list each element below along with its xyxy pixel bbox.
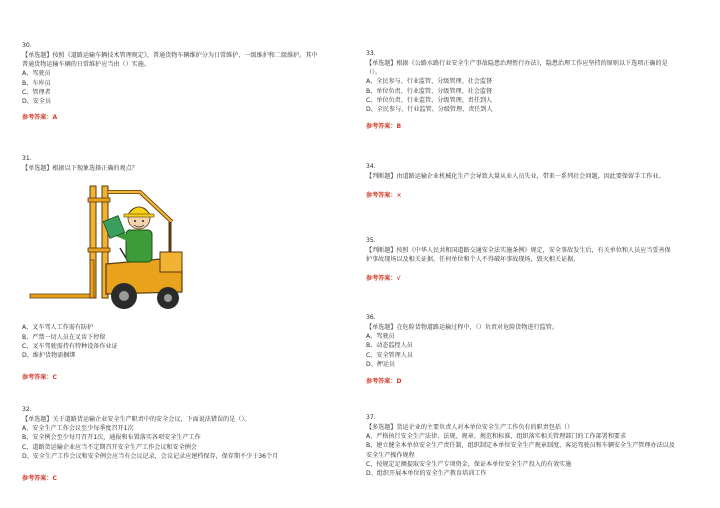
answer-value: × bbox=[396, 192, 402, 200]
question-number: 36. bbox=[366, 314, 376, 321]
answer-line bbox=[366, 377, 676, 386]
question-number: 34. bbox=[366, 163, 376, 170]
option-b: B、单位负责、行业监管、分级管理、社会监督 bbox=[366, 87, 493, 95]
option-b: B、严禁一切人员在叉齿下停留 bbox=[22, 333, 106, 341]
option-b: B、建立健全本单位安全生产责任制，组织制定本单位安全生产规章制度、客运驾驶员和车辆安全生产管理办法以及安全生产操作规程 bbox=[366, 442, 675, 459]
question-stem: 【单选题】关于道路货运输企业安全生产职责中的安全会议，下面说法错误的是（）。 bbox=[22, 416, 251, 423]
question-stem: 【单选题】按照《道路运输车辆技术管理规定》，普通货物车辆维护分为日常维护、一级维护和二级维护。其中普通货物运输车辆的日常维护应当由（）实施。 bbox=[22, 52, 318, 69]
question-stem: 【判断题】由道路运输企业机械化生产会导致大量从业人员失业，带来一系列社会问题，因此要保留手工作业。 bbox=[366, 173, 665, 180]
question-stem: 【单选题】在危险货物道路运输过程中，（）负责对危险货物进行监管。 bbox=[366, 324, 558, 331]
question-31 bbox=[22, 155, 322, 382]
question-35 bbox=[366, 237, 676, 284]
forklift-illustration bbox=[22, 178, 190, 316]
option-a: A、驾驶员 bbox=[22, 70, 51, 78]
question-stem: 【单选题】根据《公路水路行业安全生产事故隐患治理暂行办法》，隐患治理工作应坚持的原则以下选项正确的是（）。 bbox=[366, 60, 668, 77]
option-b: B、动态监控人员 bbox=[366, 342, 413, 350]
option-d: D、安全员 bbox=[22, 98, 52, 106]
answer-line bbox=[22, 373, 322, 382]
option-d: D、押运员 bbox=[366, 360, 396, 368]
question-32 bbox=[22, 406, 322, 483]
answer-line bbox=[22, 113, 322, 122]
question-stem: 【单选题】根据以下现象选择正确的观点？ bbox=[22, 165, 138, 172]
question-stem: 【判断题】按照《中华人民共和国道路交通安全法实施条例》规定，安全事故发生后，有关单位和人员应当妥善保护事故现场以及相关证据，任何单位和个人不得破坏事故现场、毁灭相关证据。 bbox=[366, 247, 671, 264]
question-30 bbox=[22, 42, 322, 122]
question-number: 31. bbox=[22, 155, 32, 162]
question-stem: 【多选题】货运企业的主要负责人对本单位安全生产工作负有的职责包括（） bbox=[366, 424, 574, 431]
option-c: C、叉车驾驶需持有特种设备作业证 bbox=[22, 342, 118, 350]
option-b: B、车库员 bbox=[22, 79, 51, 87]
answer-line bbox=[366, 274, 676, 283]
question-number: 37. bbox=[366, 414, 376, 421]
option-a: A、全民参与、行业监管、分级管理、社会监督 bbox=[366, 78, 493, 86]
answer-label: 参考答案： bbox=[366, 123, 397, 131]
answer-value: √ bbox=[396, 275, 401, 283]
option-a: A、安全生产工作会议至少每季度召开1次 bbox=[22, 425, 134, 433]
answer-line bbox=[366, 191, 676, 200]
question-number: 33. bbox=[366, 50, 376, 57]
answer-label: 参考答案： bbox=[366, 192, 397, 200]
question-number: 30. bbox=[22, 42, 32, 49]
answer-value: C bbox=[52, 374, 57, 382]
question-33 bbox=[366, 50, 676, 131]
option-b: B、安全例会至少每月召开1次，通报和布置落实各项安全生产工作 bbox=[22, 434, 201, 442]
answer-label: 参考答案： bbox=[22, 114, 53, 122]
option-c: C、管理者 bbox=[22, 88, 51, 96]
question-37 bbox=[366, 414, 676, 478]
answer-value: B bbox=[396, 123, 402, 131]
question-number: 32. bbox=[22, 406, 32, 413]
option-c: C、按规定足额提取安全生产专项资金，保证本单位安全生产投入的有效实施 bbox=[366, 460, 572, 468]
option-d: D、组织开展本单位的安全生产教育培训工作 bbox=[366, 470, 487, 478]
answer-line bbox=[366, 122, 676, 131]
option-a: A、叉车驾人工作需有防护 bbox=[22, 324, 94, 332]
answer-value: D bbox=[396, 378, 402, 386]
answer-label: 参考答案： bbox=[22, 374, 53, 382]
question-36 bbox=[366, 314, 676, 386]
answer-line bbox=[22, 474, 322, 483]
question-34 bbox=[366, 163, 676, 200]
option-d: D、全民参与、行业监管、分级管理、责任到人 bbox=[366, 106, 493, 114]
answer-value: C bbox=[52, 475, 57, 483]
option-a: A、严格执行安全生产法律、法规、规章、规范和标准，组织落实相关管理部门的工作部署和要求 bbox=[366, 433, 627, 441]
option-d: D、维护货物需捆绑 bbox=[22, 352, 76, 360]
option-c: C、安全管理人员 bbox=[366, 351, 413, 359]
option-d: D、安全生产工作会议和安全例会应当有会议记录，会议记录应建档保存，保存期不少于36个月 bbox=[22, 452, 279, 460]
answer-value: A bbox=[52, 114, 58, 122]
option-c: C、道路货运输企业应当不定期召开安全生产工作会议和安全例会 bbox=[22, 443, 197, 451]
option-a: A、驾驶员 bbox=[366, 333, 395, 341]
answer-label: 参考答案： bbox=[366, 378, 397, 386]
option-c: C、单位负责、行业监管、分级管理、责任到人 bbox=[366, 96, 493, 104]
answer-label: 参考答案： bbox=[22, 475, 53, 483]
question-number: 35. bbox=[366, 237, 376, 244]
answer-label: 参考答案： bbox=[366, 275, 397, 283]
